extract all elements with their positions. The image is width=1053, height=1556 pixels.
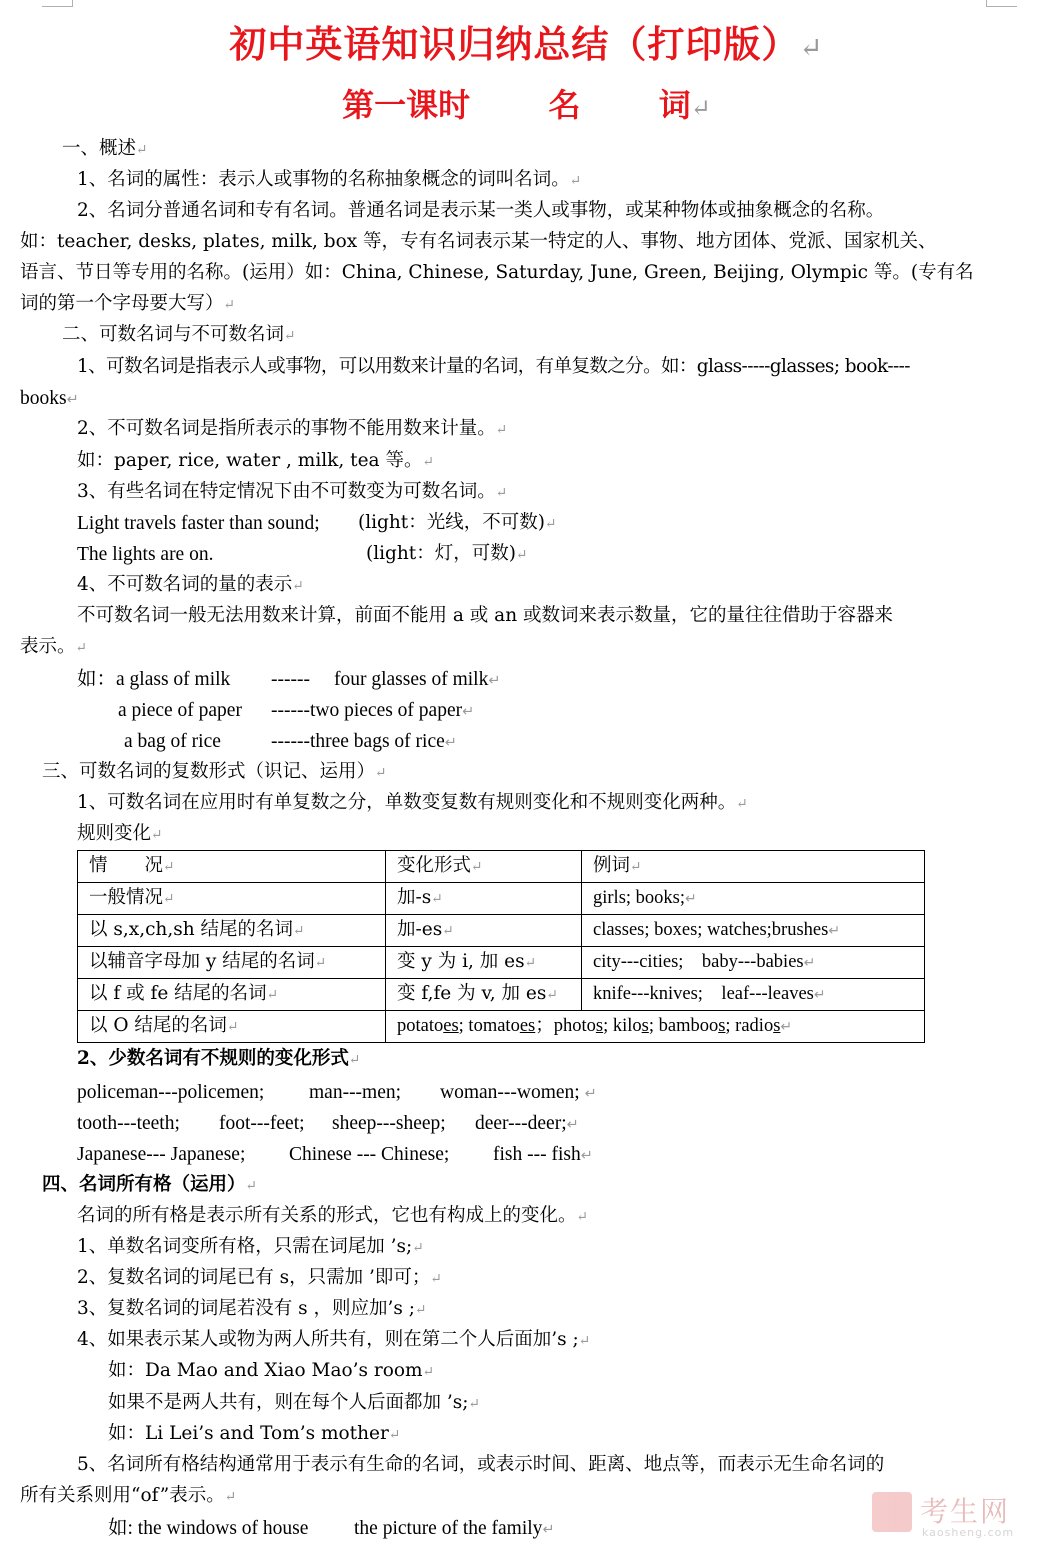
table-cell-merged: potatoes; tomatoes；photos; kilos; bamboos; radios↵ bbox=[386, 1011, 925, 1043]
paragraph: 2、复数名词的词尾已有 s，只需加 ’即可；↵ bbox=[77, 1267, 443, 1288]
table-header: 变化形式↵ bbox=[386, 851, 582, 883]
irregular-plural: tooth---teeth; bbox=[77, 1113, 180, 1134]
paragraph: 词的第一个字母要大写）↵ bbox=[20, 293, 236, 314]
table-cell: 变 f,fe 为 v, 加 es↵ bbox=[386, 979, 582, 1011]
table-cell: 以 O 结尾的名词↵ bbox=[78, 1011, 386, 1043]
example: 如：a glass of milk bbox=[77, 669, 231, 690]
table-cell: 以 s,x,ch,sh 结尾的名词↵ bbox=[78, 915, 386, 947]
section-heading: 一、概述↵ bbox=[62, 138, 148, 159]
watermark-logo-icon bbox=[872, 1492, 912, 1532]
table-cell: girls; books;↵ bbox=[582, 883, 925, 915]
example: ------two pieces of paper↵ bbox=[271, 700, 475, 721]
paragraph: 3、有些名词在特定情况下由不可数变为可数名词。↵ bbox=[77, 481, 508, 502]
irregular-plural: Chinese --- Chinese; bbox=[289, 1144, 450, 1165]
margin-corner-right bbox=[986, 0, 1017, 7]
example: four glasses of milk↵ bbox=[334, 669, 501, 690]
table-row bbox=[78, 947, 925, 979]
document-title: 初中英语知识归纳总结（打印版）↵ bbox=[229, 22, 824, 66]
paragraph: 3、复数名词的词尾若没有 s ，则应加’s ;↵ bbox=[77, 1298, 427, 1319]
subheading: 规则变化↵ bbox=[77, 823, 163, 844]
table-cell: 变 y 为 i, 加 es↵ bbox=[386, 947, 582, 979]
example: ------ bbox=[271, 669, 310, 690]
paragraph: 1、单数名词变所有格，只需在词尾加 ’s;↵ bbox=[77, 1236, 424, 1257]
table-header: 情 况↵ bbox=[78, 851, 386, 883]
table-cell: 以 f 或 fe 结尾的名词↵ bbox=[78, 979, 386, 1011]
paragraph: 1、可数名词是指表示人或事物，可以用数来计量的名词，有单复数之分。如：glass-----glasses; book---- bbox=[77, 356, 910, 377]
paragraph: 2、名词分普通名词和专有名词。普通名词是表示某一类人或事物，或某种物体或抽象概念的名称。 bbox=[77, 200, 885, 221]
table-cell: 加-es↵ bbox=[386, 915, 582, 947]
paragraph: 1、名词的属性：表示人或事物的名称抽象概念的词叫名词。↵ bbox=[77, 169, 582, 190]
irregular-plural: woman---women; ↵ bbox=[440, 1082, 597, 1103]
section-heading: 二、可数名词与不可数名词↵ bbox=[62, 324, 296, 345]
plural-rules-table bbox=[77, 850, 925, 1043]
paragraph: 语言、节日等专用的名称。(运用）如：China, Chinese, Saturday, June, Green, Beijing, Olympic 等。(专有名 bbox=[20, 262, 974, 283]
example-note: (light：灯，可数)↵ bbox=[366, 543, 528, 564]
table-cell: 加-s↵ bbox=[386, 883, 582, 915]
table-row bbox=[78, 915, 925, 947]
example: a piece of paper bbox=[118, 700, 242, 721]
irregular-plural: fish --- fish↵ bbox=[493, 1144, 593, 1165]
table-cell: classes; boxes; watches;brushes↵ bbox=[582, 915, 925, 947]
table-header-row bbox=[78, 851, 925, 883]
section-heading: 三、可数名词的复数形式（识记、运用）↵ bbox=[42, 761, 387, 782]
paragraph: books↵ bbox=[20, 388, 79, 409]
irregular-plural: deer---deer;↵ bbox=[475, 1113, 579, 1134]
watermark-name: 考生网 bbox=[920, 1495, 1011, 1528]
irregular-plural: sheep---sheep; bbox=[332, 1113, 446, 1134]
paragraph: 如：teacher, desks, plates, milk, box 等，专有名词表示某一特定的人、事物、地方团体、党派、国家机关、 bbox=[20, 231, 937, 252]
table-cell: 以辅音字母加 y 结尾的名词↵ bbox=[78, 947, 386, 979]
paragraph: 4、如果表示某人或物为两人所共有，则在第二个人后面加’s ;↵ bbox=[77, 1329, 591, 1350]
example: a bag of rice bbox=[124, 731, 221, 752]
example: 如: the windows of house bbox=[108, 1518, 309, 1539]
table-row bbox=[78, 1011, 925, 1043]
paragraph: 名词的所有格是表示所有关系的形式，它也有构成上的变化。↵ bbox=[77, 1205, 589, 1226]
table-row bbox=[78, 979, 925, 1011]
table-header: 例词↵ bbox=[582, 851, 925, 883]
paragraph: 1、可数名词在应用时有单复数之分，单数变复数有规则变化和不规则变化两种。↵ bbox=[77, 792, 748, 813]
paragraph: 不可数名词一般无法用数来计算，前面不能用 a 或 an 或数词来表示数量，它的量往往借助于容器来 bbox=[77, 605, 894, 626]
paragraph: 2、不可数名词是指所表示的事物不能用数来计量。↵ bbox=[77, 418, 508, 439]
section-heading: 四、名词所有格（运用）↵ bbox=[42, 1174, 258, 1195]
irregular-plural: policeman---policemen; bbox=[77, 1082, 265, 1103]
site-watermark bbox=[872, 1488, 1032, 1544]
paragraph: 表示。↵ bbox=[20, 636, 88, 657]
paragraph: 所有关系则用“of”表示。↵ bbox=[20, 1485, 237, 1506]
paragraph: 5、名词所有格结构通常用于表示有生命的名词，或表示时间、距离、地点等，而表示无生命名词的 bbox=[77, 1454, 885, 1475]
example: the picture of the family↵ bbox=[354, 1518, 555, 1539]
example: 如：paper, rice, water , milk, tea 等。↵ bbox=[77, 450, 435, 471]
example: 如：Da Mao and Xiao Mao’s room↵ bbox=[108, 1360, 435, 1381]
lesson-subtitle: 第一课时 名 词↵ bbox=[342, 86, 711, 124]
paragraph: 4、不可数名词的量的表示↵ bbox=[77, 574, 304, 595]
example: The lights are on. bbox=[77, 544, 214, 565]
margin-corner-left bbox=[42, 0, 73, 7]
irregular-plural: Japanese--- Japanese; bbox=[77, 1144, 246, 1165]
irregular-plural: man---men; bbox=[309, 1082, 402, 1103]
paragraph: 如果不是两人共有，则在每个人后面都加 ’s;↵ bbox=[108, 1392, 481, 1413]
example: 如：Li Lei’s and Tom’s mother↵ bbox=[108, 1423, 401, 1444]
example-note: (light：光线，不可数)↵ bbox=[358, 512, 557, 533]
table-cell: 一般情况↵ bbox=[78, 883, 386, 915]
subheading: 2、少数名词有不规则的变化形式↵ bbox=[77, 1048, 361, 1069]
table-row bbox=[78, 883, 925, 915]
irregular-plural: foot---feet; bbox=[219, 1113, 305, 1134]
example: ------three bags of rice↵ bbox=[271, 731, 458, 752]
table-cell: city---cities; baby---babies↵ bbox=[582, 947, 925, 979]
watermark-url: kaosheng.com bbox=[922, 1526, 1015, 1539]
example: Light travels faster than sound; bbox=[77, 513, 320, 534]
table-cell: knife---knives; leaf---leaves↵ bbox=[582, 979, 925, 1011]
